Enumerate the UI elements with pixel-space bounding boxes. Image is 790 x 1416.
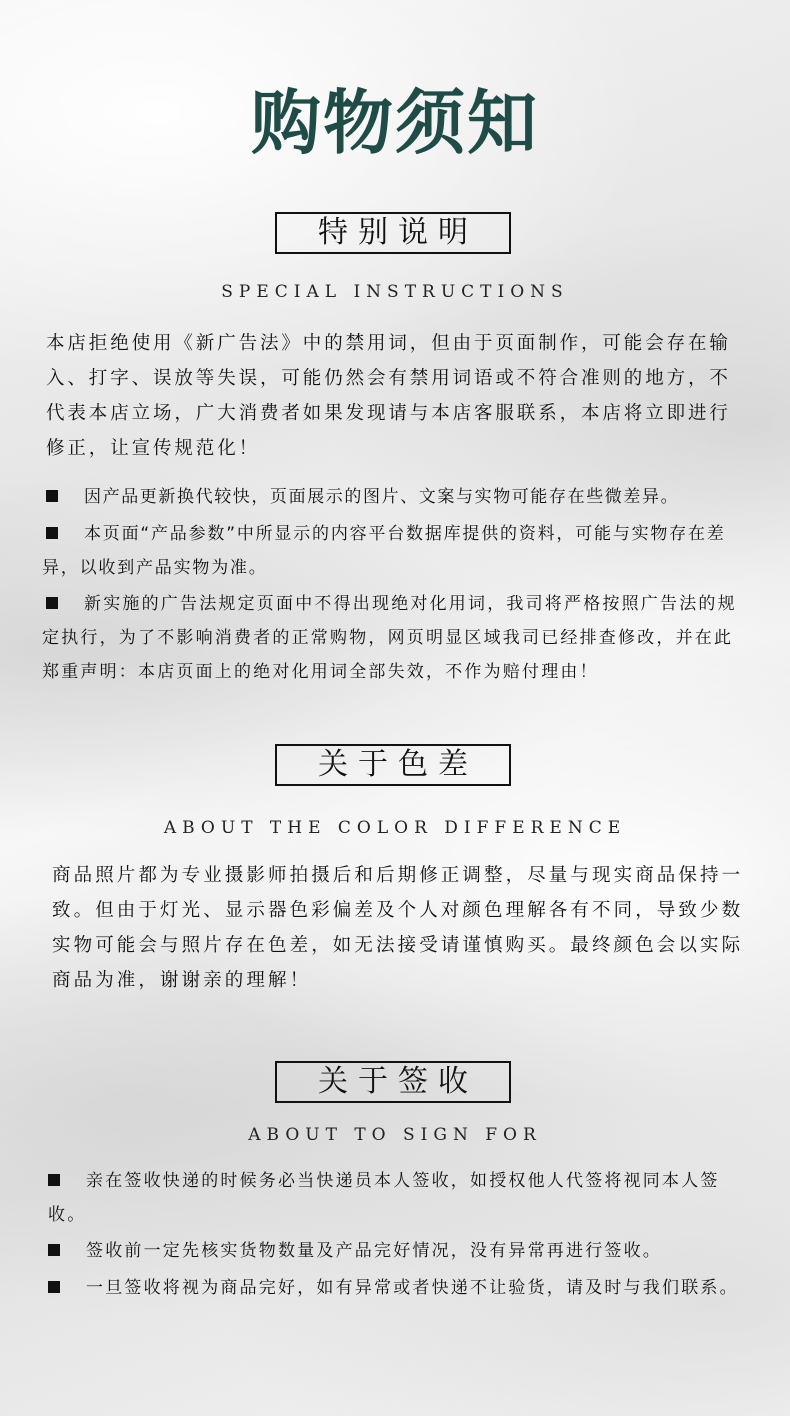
special-note-1: 因产品更新换代较快，页面展示的图片、文案与实物可能存在些微差异。: [46, 484, 756, 510]
section-subtitle-special: SPECIAL INSTRUCTIONS: [221, 282, 569, 302]
section-title-color: 关于色差: [275, 744, 511, 786]
bullet-square-icon: [46, 490, 58, 502]
sign-note-1: 亲在签收快递的时候务必当快递员本人签收，如授权他人代签将视同本人签收。: [48, 1171, 720, 1225]
bullet-square-icon: [48, 1281, 60, 1293]
section-subtitle-color: ABOUT THE COLOR DIFFERENCE: [163, 818, 627, 838]
bullet-square-icon: [46, 527, 58, 539]
bullet-square-icon: [46, 597, 58, 609]
sign-note-2: 签收前一定先核实货物数量及产品完好情况，没有异常再进行签收。: [48, 1238, 758, 1264]
section-title-sign: 关于签收: [275, 1061, 511, 1103]
bullet-square-icon: [48, 1174, 60, 1186]
special-paragraph: 本店拒绝使用《新广告法》中的禁用词，但由于页面制作，可能会存在输入、打字、误放等失误，可能仍然会有禁用词语或不符合准则的地方，不代表本店立场，广大消费者如果发现请与本店客服联系，本店将立即进行修正，让宣传规范化！: [46, 333, 731, 459]
color-paragraph: 商品照片都为专业摄影师拍摄后和后期修正调整，尽量与现实商品保持一致。但由于灯光、显示器色彩偏差及个人对颜色理解各有不同，导致少数实物可能会与照片存在色差，如无法接受请谨慎购买。最终颜色会以实际商品为准，谢谢亲的理解！: [52, 865, 744, 991]
sign-note-3: 一旦签收将视为商品完好，如有异常或者快递不让验货，请及时与我们联系。: [48, 1271, 752, 1305]
section-title-special: 特别说明: [275, 212, 511, 254]
page-title: 购物须知: [251, 81, 539, 164]
bullet-square-icon: [48, 1244, 60, 1256]
special-note-3: 新实施的广告法规定页面中不得出现绝对化用词，我司将严格按照广告法的规定执行，为了不影响消费者的正常购物，网页明显区域我司已经排查修改，并在此郑重声明：本店页面上的绝对化用词全部失效，不作为赔付理由！: [42, 594, 737, 682]
special-note-2: 本页面“产品参数”中所显示的内容平台数据库提供的资料，可能与实物存在差异，以收到产品实物为准。: [42, 524, 726, 578]
section-subtitle-sign: ABOUT TO SIGN FOR: [248, 1125, 542, 1145]
